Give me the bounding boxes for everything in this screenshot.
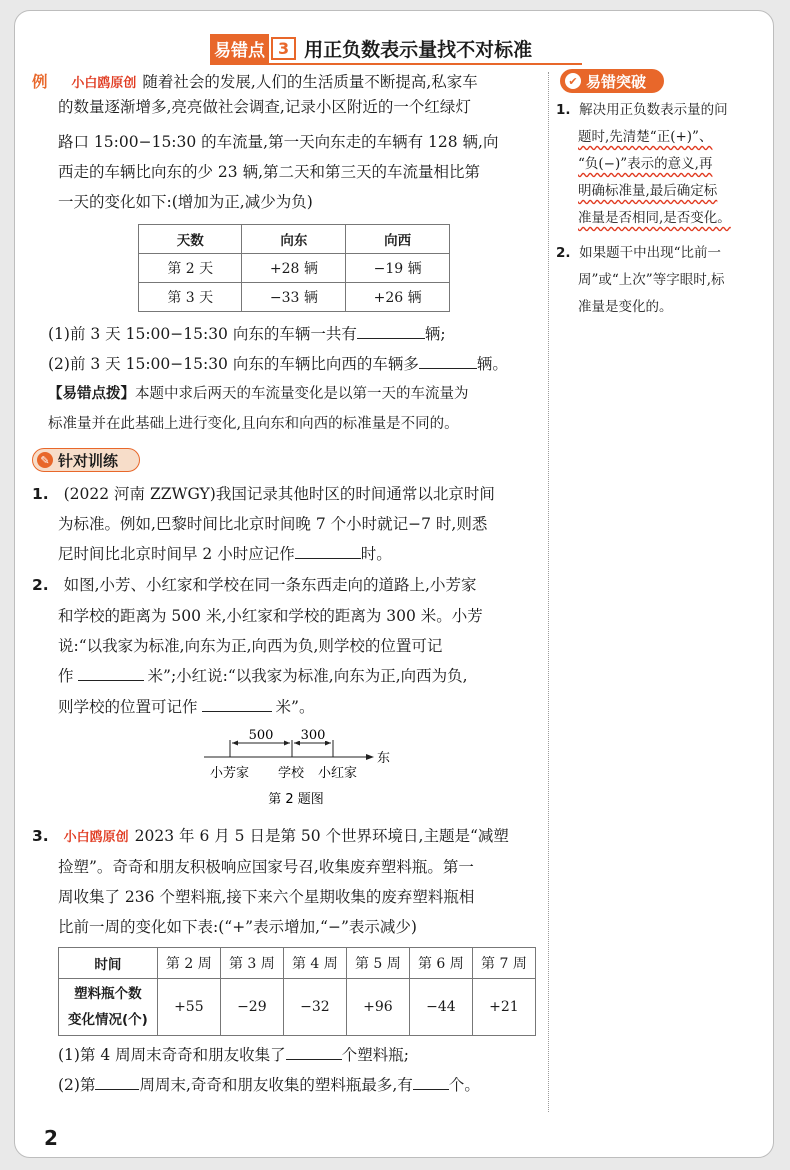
side-text: 周”或“上次”等字眼时,标	[578, 272, 725, 288]
school-label: 学校	[278, 766, 305, 781]
example-line-3: 路口 15:00−15:30 的车流量,第一天向东走的车辆有 128 辆,向	[58, 133, 499, 151]
question-text: 米”;小红说:“以我家为标准,向东为正,向西为负,	[147, 667, 468, 685]
q2-line-2: 和学校的距离为 500 米,小红家和学校的距离为 300 米。小芳	[58, 607, 483, 625]
question-text: 辆;	[424, 325, 446, 343]
question-text: 个塑料瓶;	[341, 1046, 409, 1064]
tip-line-1	[48, 384, 469, 404]
column-divider	[548, 72, 549, 1112]
section-header	[210, 34, 532, 62]
side-item-number: 2.	[556, 245, 571, 261]
question-text: 周周末,奇奇和朋友收集的塑料瓶最多,有	[139, 1076, 413, 1094]
arrow-right-icon	[284, 741, 290, 746]
answer-blank[interactable]	[286, 1045, 342, 1060]
question-text: 米”。	[275, 698, 315, 716]
table-row-header	[59, 979, 158, 1036]
q1-line-2: 为标准。例如,巴黎时间比北京时间晚 7 个小时就记−7 时,则悉	[58, 515, 488, 533]
q2-line-1	[32, 575, 476, 595]
table-cell: −33 辆	[242, 283, 346, 312]
tip-key: 【易错点拨】	[48, 386, 135, 402]
page-number: 2	[44, 1126, 58, 1150]
xiaofang-home-label: 小芳家	[210, 766, 250, 781]
arrow-left-icon	[232, 741, 238, 746]
table-cell: 第 3 天	[139, 283, 242, 312]
table-header: 向东	[242, 225, 346, 254]
table-cell: +96	[346, 979, 409, 1036]
table-header: 天数	[139, 225, 242, 254]
header-chip-number: 3	[271, 37, 296, 60]
brand-tag: 小白鸥原创	[63, 830, 129, 845]
side-badge-label: 易错突破	[586, 72, 647, 91]
question-number: 1.	[32, 485, 49, 503]
answer-blank[interactable]	[95, 1075, 139, 1090]
figure-caption: 第 2 题图	[268, 792, 324, 807]
side-text: 如果题干中出现“比前一	[579, 245, 722, 261]
question-text: (1)前 3 天 15:00−15:30 向东的车辆一共有	[48, 325, 357, 343]
side-item-2	[556, 240, 725, 321]
distance-300: 300	[300, 728, 326, 743]
q2-line-5	[58, 697, 314, 717]
side-item-1	[556, 97, 731, 232]
side-text: 准量是变化的。	[578, 299, 673, 315]
q1-line-3	[58, 544, 392, 564]
answer-blank[interactable]	[295, 544, 361, 559]
question-text: 如图,小芳、小红家和学校在同一条东西走向的道路上,小芳家	[63, 576, 477, 594]
side-text: 解决用正负数表示量的问	[579, 102, 728, 118]
tip-line-2: 标准量并在此基础上进行变化,且向东和向西的标准量是不同的。	[48, 416, 459, 432]
example-question-1	[48, 324, 446, 344]
xiaohong-home-label: 小红家	[318, 766, 358, 781]
table-header: 向西	[346, 225, 450, 254]
question-text: 作	[58, 667, 74, 685]
side-text: 题时,先清楚“正(+)”、	[578, 129, 713, 145]
table-header: 第 7 周	[472, 948, 535, 979]
bottle-table	[58, 947, 536, 1036]
table-header: 第 5 周	[346, 948, 409, 979]
example-line-5: 一天的变化如下:(增加为正,减少为负)	[58, 193, 313, 211]
row-header-line: 塑料瓶个数	[74, 986, 142, 1002]
tip-text: 本题中求后两天的车流量变化是以第一天的车流量为	[135, 386, 469, 402]
question-text: (2022 河南 ZZWGY)我国记录其他时区的时间通常以北京时间	[63, 485, 495, 503]
table-row	[59, 948, 536, 979]
question-text: 时。	[360, 545, 392, 563]
table-cell: −44	[409, 979, 472, 1036]
q3-line-2: 捡塑”。奇奇和朋友积极响应国家号召,收集废弃塑料瓶。第一	[58, 858, 474, 876]
q2-line-3: 说:“以我家为标准,向东为正,向西为负,则学校的位置可记	[58, 637, 443, 655]
question-text: 2023 年 6 月 5 日是第 50 个世界环境日,主题是“减塑	[134, 827, 509, 845]
header-underline	[210, 63, 582, 65]
east-label: 东	[377, 751, 391, 766]
answer-blank[interactable]	[78, 666, 144, 681]
bolt-icon: ✔	[565, 73, 581, 89]
table-header: 第 6 周	[409, 948, 472, 979]
question-number: 3.	[32, 827, 49, 845]
table-cell: +26 辆	[346, 283, 450, 312]
arrow-right-icon	[325, 741, 331, 746]
example-line-1	[32, 72, 478, 94]
question-text: 个。	[448, 1076, 480, 1094]
traffic-table	[138, 224, 450, 312]
table-row	[139, 254, 450, 283]
header-chip: 易错点	[210, 34, 269, 63]
table-row	[59, 979, 536, 1036]
question-text: (2)第	[58, 1076, 96, 1094]
training-badge	[32, 448, 140, 472]
question-number: 2.	[32, 576, 49, 594]
example-line-2: 的数量逐渐增多,亮亮做社会调查,记录小区附近的一个红绿灯	[58, 98, 471, 116]
answer-blank[interactable]	[357, 324, 425, 339]
answer-blank[interactable]	[413, 1075, 449, 1090]
side-item-number: 1.	[556, 102, 571, 118]
q2-line-4	[58, 666, 468, 686]
table-header: 第 3 周	[220, 948, 283, 979]
table-header: 第 2 周	[157, 948, 220, 979]
answer-blank[interactable]	[202, 697, 272, 712]
table-header: 时间	[59, 948, 158, 979]
row-header-line: 变化情况(个)	[67, 1012, 148, 1028]
distance-500: 500	[248, 728, 274, 743]
question-text: 则学校的位置可记作	[58, 698, 198, 716]
question-text: (2)前 3 天 15:00−15:30 向东的车辆比向西的车辆多	[48, 355, 419, 373]
arrow-east-icon	[366, 754, 374, 760]
q3-sub-2	[58, 1075, 480, 1095]
arrow-left-icon	[294, 741, 300, 746]
answer-blank[interactable]	[419, 354, 477, 369]
table-cell: 第 2 天	[139, 254, 242, 283]
table-cell: +21	[472, 979, 535, 1036]
mistake-breakthrough-badge	[560, 69, 664, 93]
section-title: 用正负数表示量找不对标准	[304, 38, 533, 61]
q1-line-1	[32, 484, 495, 504]
table-header: 第 4 周	[283, 948, 346, 979]
table-cell: −32	[283, 979, 346, 1036]
question-text: 尼时间比北京时间早 2 小时应记作	[58, 545, 295, 563]
brand-tag: 小白鸥原创	[71, 76, 137, 91]
table-cell: −29	[220, 979, 283, 1036]
table-cell: +55	[157, 979, 220, 1036]
example-question-2	[48, 354, 508, 374]
table-row	[139, 225, 450, 254]
side-text: “负(−)”表示的意义,再	[578, 156, 713, 172]
question-text: 辆。	[476, 355, 508, 373]
q3-line-1	[32, 826, 509, 848]
side-text: 明确标准量,最后确定标	[578, 183, 718, 199]
question-text: (1)第 4 周周末奇奇和朋友收集了	[58, 1046, 286, 1064]
q3-line-4: 比前一周的变化如下表:(“+”表示增加,“−”表示减少)	[58, 918, 417, 936]
example-line-4: 西走的车辆比向东的少 23 辆,第二天和第三天的车流量相比第	[58, 163, 481, 181]
road-diagram	[196, 725, 406, 811]
side-text: 准量是否相同,是否变化。	[578, 210, 731, 226]
q3-sub-1	[58, 1045, 409, 1065]
training-badge-label: 针对训练	[58, 451, 119, 470]
example-text: 随着社会的发展,人们的生活质量不断提高,私家车	[142, 73, 478, 91]
table-row	[139, 283, 450, 312]
pencil-icon: ✎	[37, 452, 53, 468]
table-cell: −19 辆	[346, 254, 450, 283]
table-cell: +28 辆	[242, 254, 346, 283]
q3-line-3: 周收集了 236 个塑料瓶,接下来六个星期收集的废弃塑料瓶相	[58, 888, 475, 906]
example-label: 例	[32, 73, 48, 91]
